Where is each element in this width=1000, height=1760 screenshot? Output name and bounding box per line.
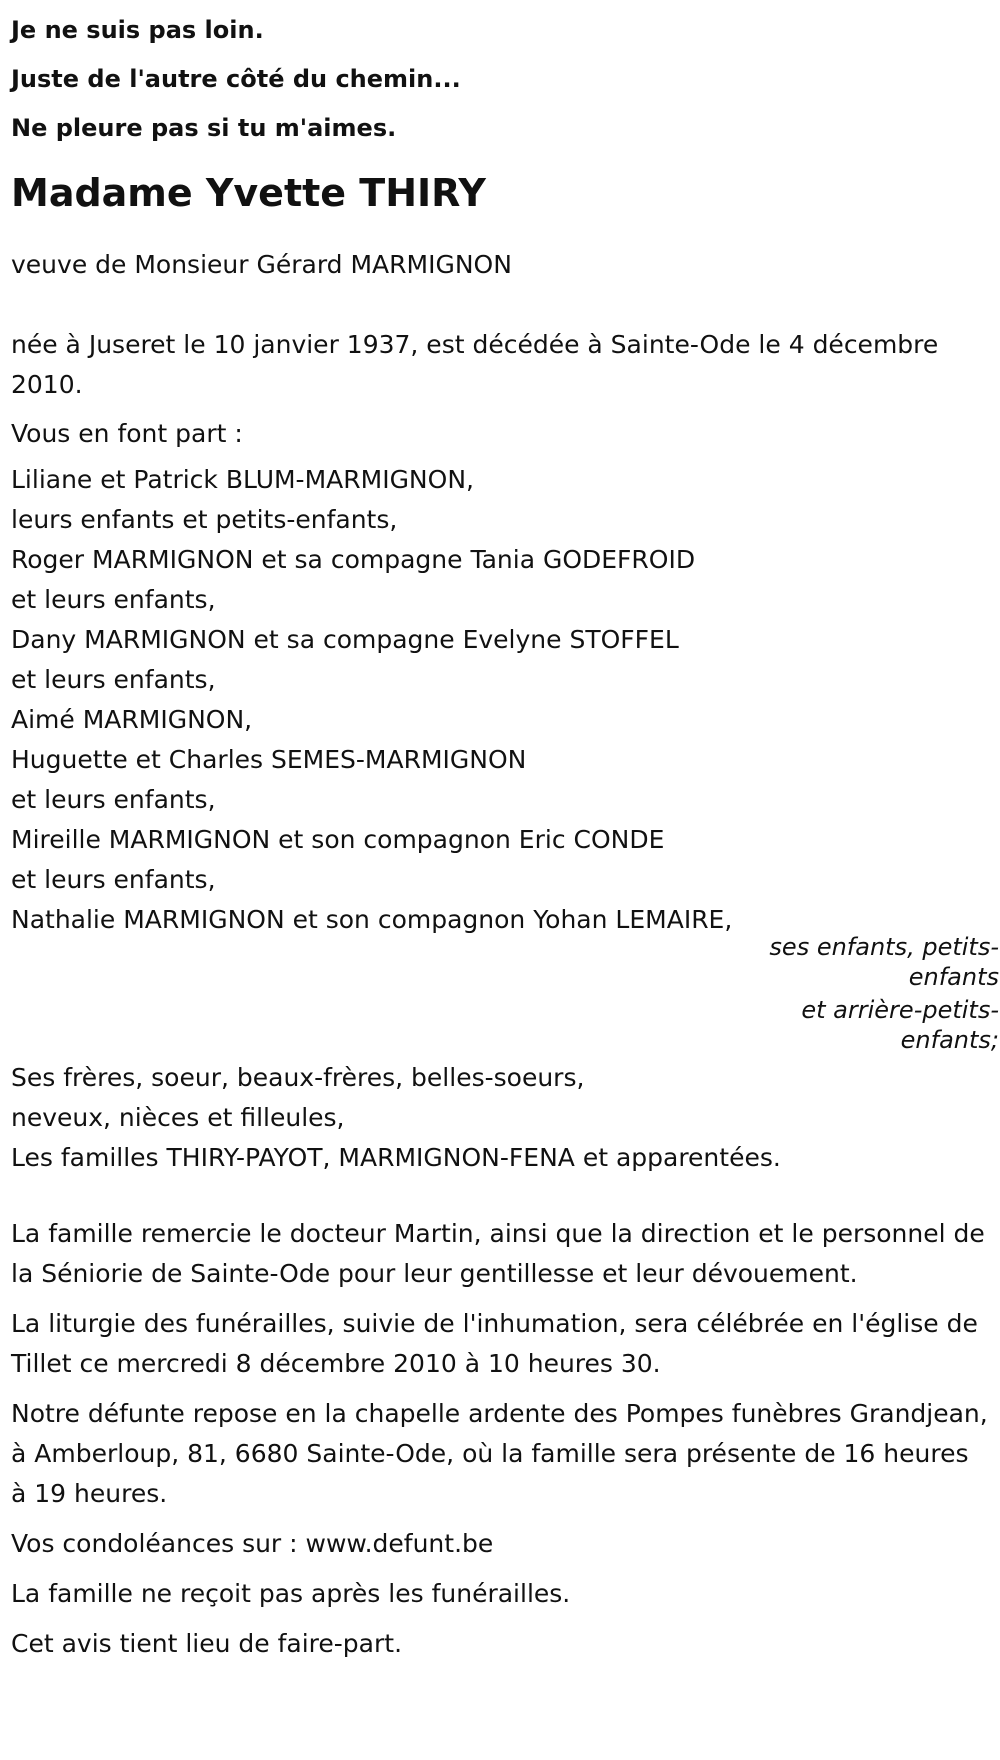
family-line: Mireille MARMIGNON et son compagnon Eric CONDE: [11, 825, 665, 854]
family-line: Roger MARMIGNON et sa compagne Tania GODEFROID: [11, 545, 696, 574]
deceased-name: Madame Yvette THIRY: [11, 171, 486, 215]
notice-text: Cet avis tient lieu de faire-part.: [11, 1629, 403, 1658]
family-line: et leurs enfants,: [11, 585, 216, 614]
descendants-block: [759, 932, 999, 1055]
no-reception-text: La famille ne reçoit pas après les funérailles.: [11, 1579, 571, 1608]
poem-line: Je ne suis pas loin.: [11, 16, 264, 44]
descendants-line: ses enfants, petits-enfants: [769, 933, 999, 991]
poem-line: Juste de l'autre côté du chemin...: [11, 65, 461, 93]
widow-line: veuve de Monsieur Gérard MARMIGNON: [11, 250, 512, 279]
poem-line: Ne pleure pas si tu m'aimes.: [11, 114, 397, 142]
relatives-line: Ses frères, soeur, beaux-frères, belles-soeurs,: [11, 1063, 585, 1092]
family-list: [11, 460, 991, 940]
obituary-notice: [11, 0, 999, 1664]
announce-text: Vous en font part :: [11, 419, 243, 448]
family-line: et leurs enfants,: [11, 865, 216, 894]
descendants-line: et arrière-petits-enfants;: [801, 996, 999, 1054]
relatives-line: Les familles THIRY-PAYOT, MARMIGNON-FENA et apparentées.: [11, 1143, 781, 1172]
poem: [11, 6, 991, 153]
birth-death-text: née à Juseret le 10 janvier 1937, est décédée à Sainte-Ode le 4 décembre 2010.: [11, 330, 939, 399]
condolences-text: Vos condoléances sur : www.defunt.be: [11, 1529, 494, 1558]
liturgy-text: La liturgie des funérailles, suivie de l'inhumation, sera célébrée en l'église de Tillet ce mercredi 8 décembre 2010 à 10 heures 30.: [11, 1309, 978, 1378]
family-line: et leurs enfants,: [11, 665, 216, 694]
family-line: Aimé MARMIGNON,: [11, 705, 253, 734]
thanks-text: La famille remercie le docteur Martin, ainsi que la direction et le personnel de la Séniorie de Sainte-Ode pour leur gentillesse et leur dévouement.: [11, 1219, 985, 1288]
family-line: Dany MARMIGNON et sa compagne Evelyne STOFFEL: [11, 625, 679, 654]
relatives-list: [11, 1058, 991, 1178]
family-line: Liliane et Patrick BLUM-MARMIGNON,: [11, 465, 474, 494]
family-line: Huguette et Charles SEMES-MARMIGNON: [11, 745, 527, 774]
repose-text: Notre défunte repose en la chapelle ardente des Pompes funèbres Grandjean, à Amberloup, 81, 6680 Sainte-Ode, où la famille sera présente de 16 heures à 19 heures.: [11, 1399, 988, 1508]
family-line: leurs enfants et petits-enfants,: [11, 505, 398, 534]
relatives-line: neveux, nièces et filleules,: [11, 1103, 345, 1132]
family-line: Nathalie MARMIGNON et son compagnon Yohan LEMAIRE,: [11, 905, 733, 934]
family-line: et leurs enfants,: [11, 785, 216, 814]
